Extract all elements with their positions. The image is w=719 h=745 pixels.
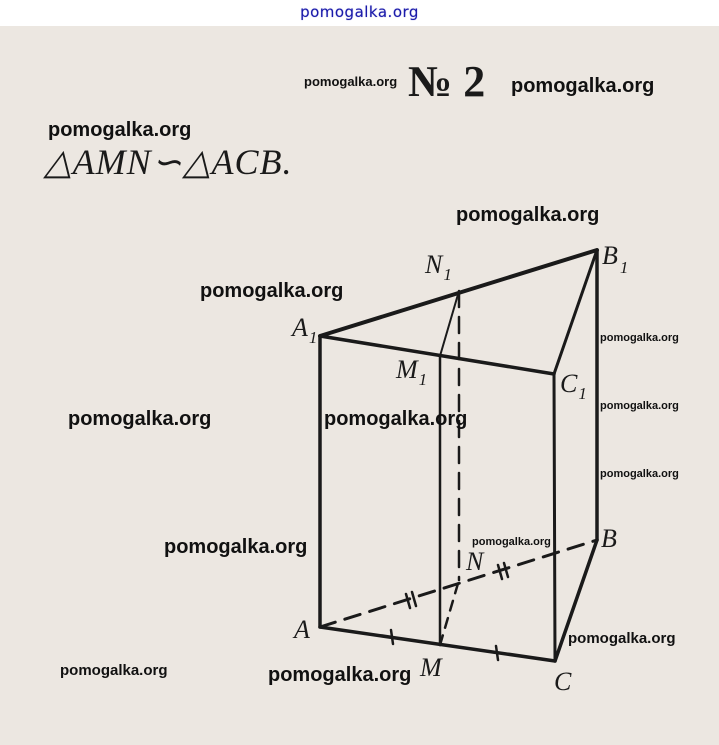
- edge-a1-c1: [320, 336, 554, 374]
- similarity-statement: △AMN∽△ACB.: [44, 142, 293, 182]
- watermark: pomogalka.org: [600, 400, 679, 412]
- segment-m-n-hidden: [440, 580, 459, 645]
- watermark: pomogalka.org: [268, 664, 412, 686]
- tick-mc: [496, 646, 498, 660]
- watermark: pomogalka.org: [568, 630, 676, 647]
- watermark: pomogalka.org: [60, 662, 168, 679]
- site-link[interactable]: pomogalka.org: [300, 3, 419, 21]
- watermark: pomogalka.org: [600, 332, 679, 344]
- watermark: pomogalka.org: [472, 536, 551, 548]
- vertex-label-b1: B $_1$: [602, 241, 629, 277]
- watermark: pomogalka.org: [164, 536, 308, 558]
- watermark: pomogalka.org: [324, 408, 468, 430]
- vertex-label-c1: $C_1$: [560, 369, 587, 403]
- vertex-label-a: A: [294, 615, 310, 644]
- vertex-label-m: M: [420, 653, 442, 682]
- segment-m1-n1: [440, 291, 459, 356]
- watermark: pomogalka.org: [68, 408, 212, 430]
- watermark: pomogalka.org: [304, 74, 398, 89]
- problem-number: № 2: [408, 57, 486, 106]
- watermark: pomogalka.org: [200, 280, 344, 302]
- watermark: pomogalka.org: [511, 75, 655, 97]
- watermark: pomogalka.org: [600, 468, 679, 480]
- tick-an-2: [412, 592, 416, 606]
- watermark: pomogalka.org: [456, 204, 600, 226]
- vertex-label-n: N: [466, 547, 484, 576]
- vertex-label-c: C: [554, 667, 572, 696]
- vertex-label-b: B: [601, 524, 617, 553]
- watermark: pomogalka.org: [48, 119, 192, 141]
- vertex-label-a1: $A_1$: [292, 313, 318, 347]
- edge-c1-b1: [554, 250, 597, 374]
- edge-c1-c: [554, 374, 555, 661]
- vertex-label-m1: $M_1$: [396, 355, 428, 389]
- vertex-label-n1: $N_1$: [425, 250, 452, 284]
- tick-am: [391, 630, 393, 644]
